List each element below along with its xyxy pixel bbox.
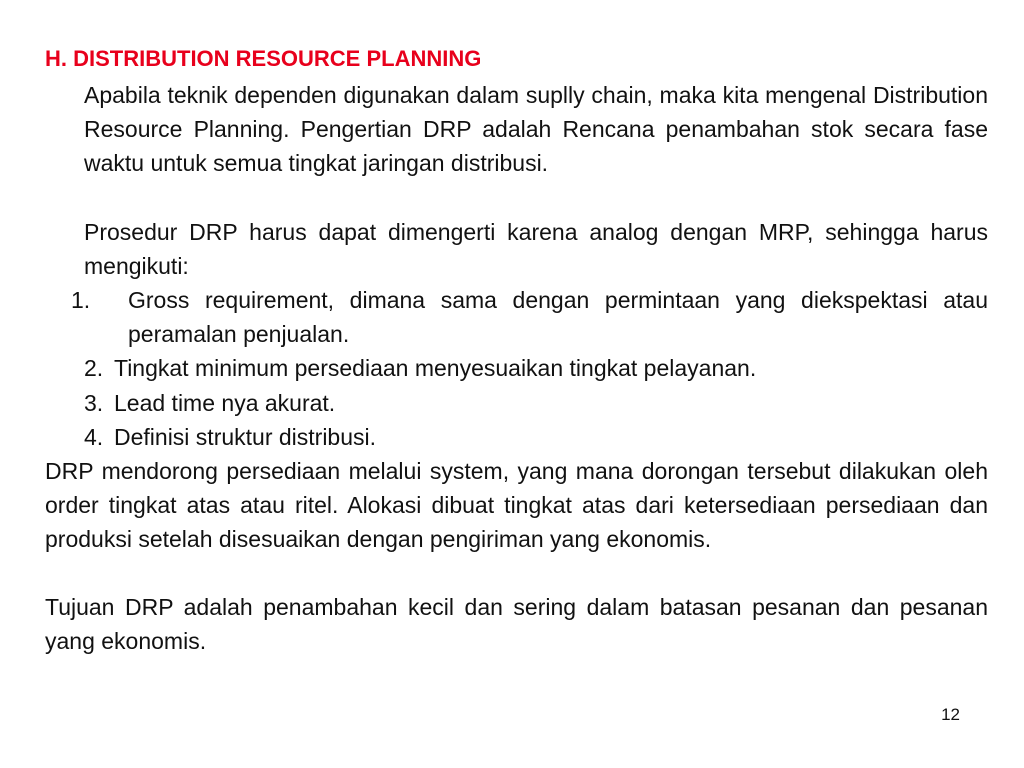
- list-item-number: 2.: [84, 355, 104, 382]
- list-item-text: Lead time nya akurat.: [114, 389, 336, 416]
- page-number: 12: [941, 705, 960, 724]
- list-item-number: 3.: [84, 389, 104, 416]
- paragraph-drp-procedure: Prosedur DRP harus dapat dimengerti karena analog dengan MRP, sehingga harus mengikuti:: [84, 219, 988, 280]
- list-item-number: 1.: [71, 287, 91, 313]
- paragraph-drp-goal: Tujuan DRP adalah penambahan kecil dan sering dalam batasan pesanan dan pesanan yang ekonomis.: [45, 594, 988, 655]
- list-item: [71, 386, 988, 420]
- list-item-text: Definisi struktur distribusi.: [114, 423, 377, 450]
- list-item: [71, 351, 988, 385]
- paragraph-drp-push: DRP mendorong persediaan melalui system, yang mana dorongan tersebut dilakukan oleh order tingkat atas atau ritel. Alokasi dibuat tingkat atas dari ketersediaan persediaan dan produksi setelah disesuaikan dengan pengiriman yang ekonomis.: [45, 458, 988, 553]
- list-item: [71, 420, 988, 454]
- list-item-text: Gross requirement, dimana sama dengan permintaan yang diekspektasi atau peramalan penjualan.: [128, 287, 988, 348]
- list-item: [71, 283, 988, 351]
- section-heading: H. DISTRIBUTION RESOURCE PLANNING: [45, 46, 482, 71]
- paragraph-drp-definition: Apabila teknik dependen digunakan dalam suplly chain, maka kita mengenal Distribution Resource Planning. Pengertian DRP adalah Rencana penambahan stok secara fase waktu untuk semua tingkat jaringan distribusi.: [84, 82, 988, 177]
- list-item-number: 4.: [84, 423, 104, 450]
- requirements-list: [71, 283, 988, 454]
- list-item-text: Tingkat minimum persediaan menyesuaikan tingkat pelayanan.: [114, 355, 757, 382]
